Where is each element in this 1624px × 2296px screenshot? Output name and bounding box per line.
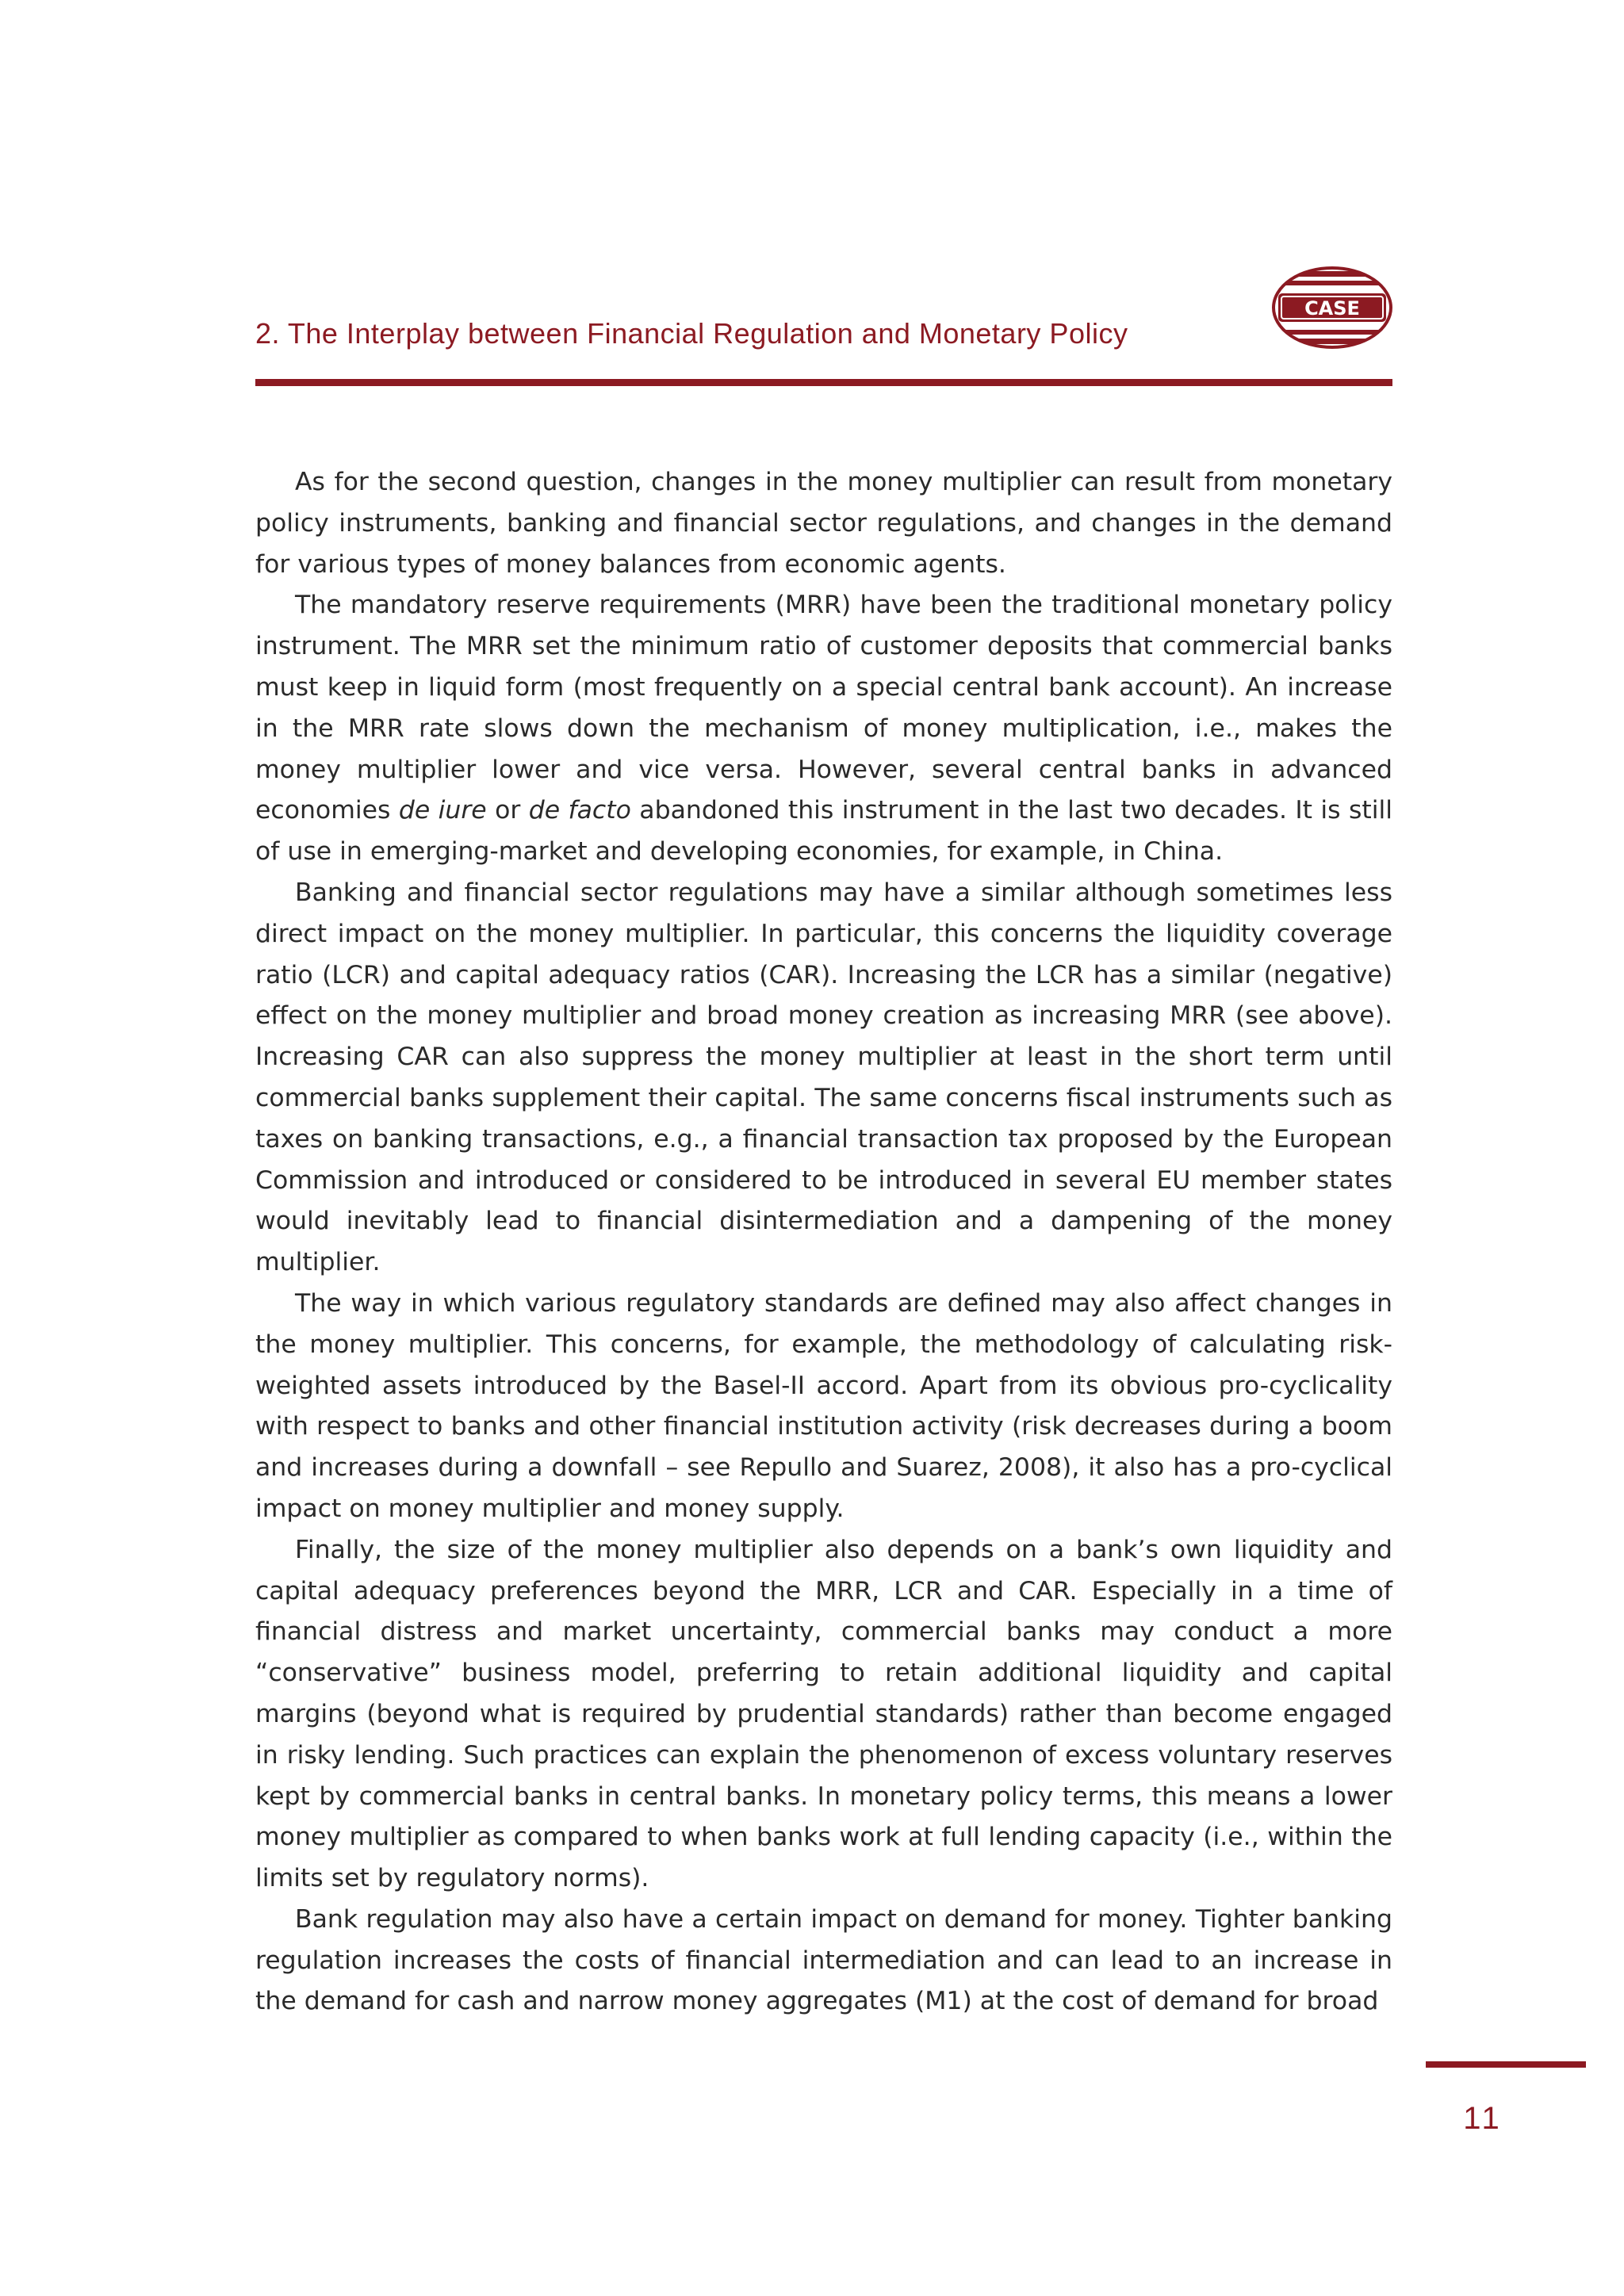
- paragraph-6: Bank regulation may also have a certain impact on demand for money. Tighter banking regulation increases the costs of financial intermediation and can lead to an increase in the demand for cash and narrow money aggregates (M1) at the cost of demand for broad: [255, 1904, 1392, 2016]
- footer-divider: [1426, 2061, 1586, 2068]
- paragraph-3: Banking and financial sector regulations may have a similar although sometimes less direct impact on the money multiplier. In particular, this concerns the liquidity coverage ratio (LCR) and capital adequacy ratios (CAR). Increasing the LCR has a similar (negative) effect on the money multiplier and broad money creation as increasing MRR (see above). Increasing CAR can also suppress the money multiplier at least in the short term until commercial banks supplement their capital. The same concerns fiscal instruments such as taxes on banking transactions, e.g., a financial transaction tax proposed by the European Commission and introduced or considered to be introduced in several EU member states would inevitably lead to financial disintermediation and a dampening of the money multiplier.: [255, 878, 1392, 1277]
- paragraph-1: As for the second question, changes in the money multiplier can result from monetary policy instruments, banking and financial sector regulations, and changes in the demand for various types of money balances from economic agents.: [255, 468, 1392, 579]
- italic-de-facto: de facto: [528, 796, 631, 825]
- page-number: 11: [1463, 2101, 1503, 2136]
- paragraph-4: The way in which various regulatory standards are defined may also affect changes in the money multiplier. This concerns, for example, the methodology of calculating risk-weighted assets introduced by the Basel-II accord. Apart from its obvious pro-cyclicality with respect to banks and other financial institution activity (risk decreases during a boom and increases during a downfall – see Repullo and Suarez, 2008), it also has a pro-cyclical impact on money multiplier and money supply.: [255, 1288, 1392, 1523]
- italic-de-iure: de iure: [398, 796, 487, 825]
- main-text: [255, 462, 1392, 2022]
- paragraph-2-text-b: or: [486, 796, 529, 825]
- case-logo: [1272, 266, 1392, 349]
- paragraph-2-text-c: abandoned this instrument in the last two decades. It is still of use in emerging-market and developing economies, for example, in China.: [255, 796, 1392, 867]
- header-divider: [255, 379, 1392, 386]
- chapter-header-title: 2. The Interplay between Financial Regulation and Monetary Policy: [255, 317, 1128, 350]
- logo-text: CASE: [1304, 297, 1360, 320]
- paragraph-5: Finally, the size of the money multiplier also depends on a bank’s own liquidity and capital adequacy preferences beyond the MRR, LCR and CAR. Especially in a time of financial distress and market uncertainty, commercial banks may conduct a more “conservative” business model, preferring to retain additional liquidity and capital margins (beyond what is required by prudential standards) rather than become engaged in risky lending. Such practices can explain the phenomenon of excess voluntary reserves kept by commercial banks in central banks. In monetary policy terms, this means a lower money multiplier as compared to when banks work at full lending capacity (i.e., within the limits set by regulatory norms).: [255, 1535, 1392, 1893]
- paragraph-2: [255, 585, 1392, 873]
- paragraph-2-text-a: The mandatory reserve requirements (MRR) have been the traditional monetary policy instrument. The MRR set the minimum ratio of customer deposits that commercial banks must keep in liquid form (most frequently on a special central bank account). An increase in the MRR rate slows down the mechanism of money multiplication, i.e., makes the money multiplier lower and vice versa. However, several central banks in advanced economies: [255, 591, 1392, 825]
